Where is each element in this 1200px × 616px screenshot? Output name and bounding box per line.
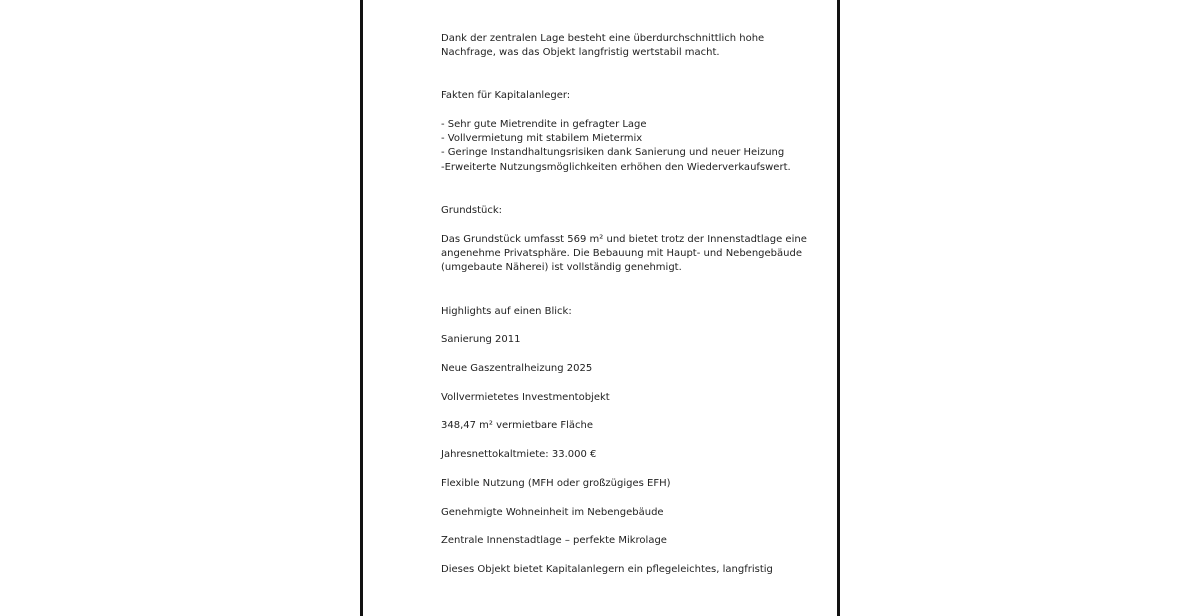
highlight-item: Flexible Nutzung (MFH oder großzügiges EFH) [441,478,671,489]
investor-fact-item: - Vollvermietung mit stabilem Mietermix [441,133,643,144]
highlights-heading: Highlights auf einen Blick: [441,306,572,317]
plot-line-3: (umgebaute Näherei) ist vollständig genehmigt. [441,262,682,273]
intro-line-2: Nachfrage, was das Objekt langfristig wertstabil macht. [441,47,720,58]
intro-line-1: Dank der zentralen Lage besteht eine überdurchschnittlich hohe [441,33,765,44]
plot-line-1: Das Grundstück umfasst 569 m² und bietet trotz der Innenstadtlage eine [441,234,807,245]
investor-fact-item: -Erweiterte Nutzungsmöglichkeiten erhöhen den Wiederverkaufswert. [441,162,791,173]
listing-description-panel [360,0,840,616]
highlight-item: Neue Gaszentralheizung 2025 [441,363,593,374]
highlight-item: Jahresnettokaltmiete: 33.000 € [441,449,597,460]
plot-heading: Grundstück: [441,205,503,216]
highlight-item: 348,47 m² vermietbare Fläche [441,420,594,431]
highlight-item: Vollvermietetes Investmentobjekt [441,392,610,403]
investor-fact-item: - Geringe Instandhaltungsrisiken dank Sanierung und neuer Heizung [441,147,785,158]
investor-facts-heading: Fakten für Kapitalanleger: [441,90,571,101]
investor-fact-item: - Sehr gute Mietrendite in gefragter Lage [441,119,647,130]
highlight-item: Dieses Objekt bietet Kapitalanlegern ein pflegeleichtes, langfristig [441,564,773,575]
highlight-item: Zentrale Innenstadtlage – perfekte Mikrolage [441,535,667,546]
highlight-item: Sanierung 2011 [441,334,521,345]
plot-line-2: angenehme Privatsphäre. Die Bebauung mit Haupt- und Nebengebäude [441,248,802,259]
highlight-item: Genehmigte Wohneinheit im Nebengebäude [441,507,664,518]
